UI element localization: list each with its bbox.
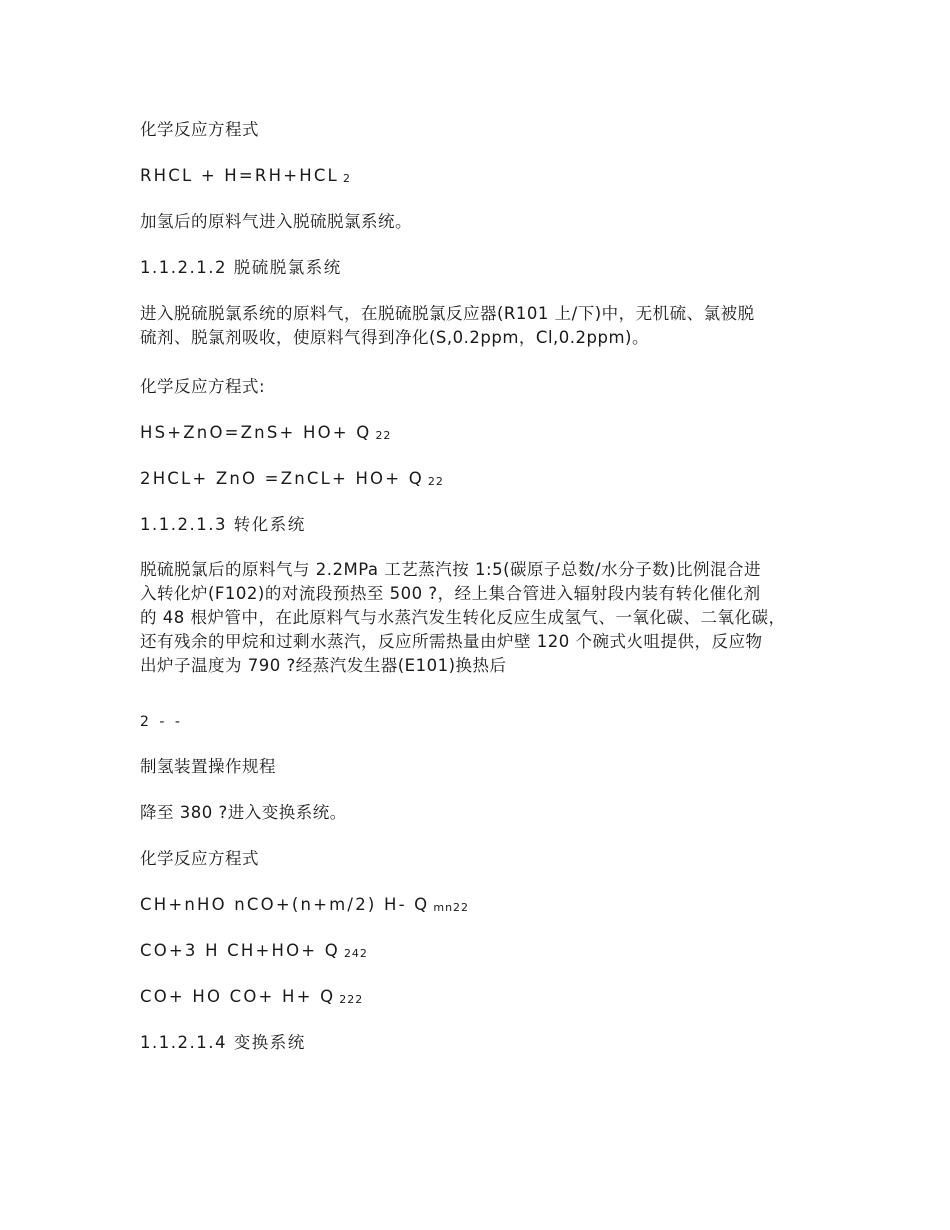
section-heading-1-1-2-1-2: 1.1.2.1.2 脱硫脱氯系统 bbox=[140, 258, 342, 277]
equation-main: HS+ZnO=ZnS+ HO+ Q bbox=[140, 423, 372, 442]
paragraph-conversion bbox=[140, 558, 840, 678]
paragraph-desulfurization bbox=[140, 302, 840, 350]
equation-zncl bbox=[140, 467, 444, 494]
equation-zns bbox=[140, 421, 391, 448]
section-heading-1-1-2-1-4: 1.1.2.1.4 变换系统 bbox=[140, 1033, 306, 1052]
text-line: 加氢后的原料气进入脱硫脱氯系统。 bbox=[140, 212, 412, 231]
equation-subscripts: mn22 bbox=[433, 901, 470, 914]
equation-main: 2HCL+ ZnO =ZnCL+ HO+ Q bbox=[140, 469, 424, 488]
paragraph-line: 出炉子温度为 790 ?经蒸汽发生器(E101)换热后 bbox=[140, 656, 507, 675]
equation-reforming bbox=[140, 893, 469, 920]
heading-reaction-equation: 化学反应方程式 bbox=[140, 849, 259, 868]
document-title: 制氢装置操作规程 bbox=[140, 757, 276, 776]
paragraph-line: 入转化炉(F102)的对流段预热至 500 ?，经上集合管进入辐射段内装有转化催化剂 bbox=[140, 584, 761, 603]
equation-shift bbox=[140, 985, 363, 1012]
paragraph-line: 的 48 根炉管中，在此原料气与水蒸汽发生转化反应生成氢气、一氧化碳、二氧化碳， bbox=[140, 608, 786, 627]
equation-rhcl bbox=[140, 164, 351, 191]
heading-reaction-equation: 化学反应方程式 bbox=[140, 120, 259, 139]
equation-subscripts: 2 bbox=[342, 172, 351, 185]
equation-subscripts: 242 bbox=[343, 947, 368, 960]
equation-main: CH+nHO nCO+(n+m/2) H- Q bbox=[140, 895, 430, 914]
paragraph-line: 脱硫脱氯后的原料气与 2.2MPa 工艺蒸汽按 1:5(碳原子总数/水分子数)比例混合进 bbox=[140, 560, 762, 579]
text-line: 降至 380 ?进入变换系统。 bbox=[140, 803, 347, 822]
paragraph-line: 还有残余的甲烷和过剩水蒸汽，反应所需热量由炉壁 120 个碗式火咀提供，反应物 bbox=[140, 632, 763, 651]
equation-subscripts: 22 bbox=[427, 475, 444, 488]
page-number: 2 - - bbox=[140, 714, 183, 730]
equation-subscripts: 222 bbox=[339, 993, 364, 1006]
equation-methanation bbox=[140, 939, 368, 966]
equation-main: CO+ HO CO+ H+ Q bbox=[140, 987, 336, 1006]
heading-reaction-equation: 化学反应方程式: bbox=[140, 377, 266, 396]
equation-main: CO+3 H CH+HO+ Q bbox=[140, 941, 340, 960]
paragraph-line: 硫剂、脱氯剂吸收，使原料气得到净化(S,0.2ppm，Cl,0.2ppm)。 bbox=[140, 328, 649, 347]
section-heading-1-1-2-1-3: 1.1.2.1.3 转化系统 bbox=[140, 515, 306, 534]
equation-subscripts: 22 bbox=[375, 429, 392, 442]
paragraph-line: 进入脱硫脱氯系统的原料气，在脱硫脱氯反应器(R101 上/下)中，无机硫、氯被脱 bbox=[140, 304, 755, 323]
equation-main: RHCL + H=RH+HCL bbox=[140, 166, 339, 185]
